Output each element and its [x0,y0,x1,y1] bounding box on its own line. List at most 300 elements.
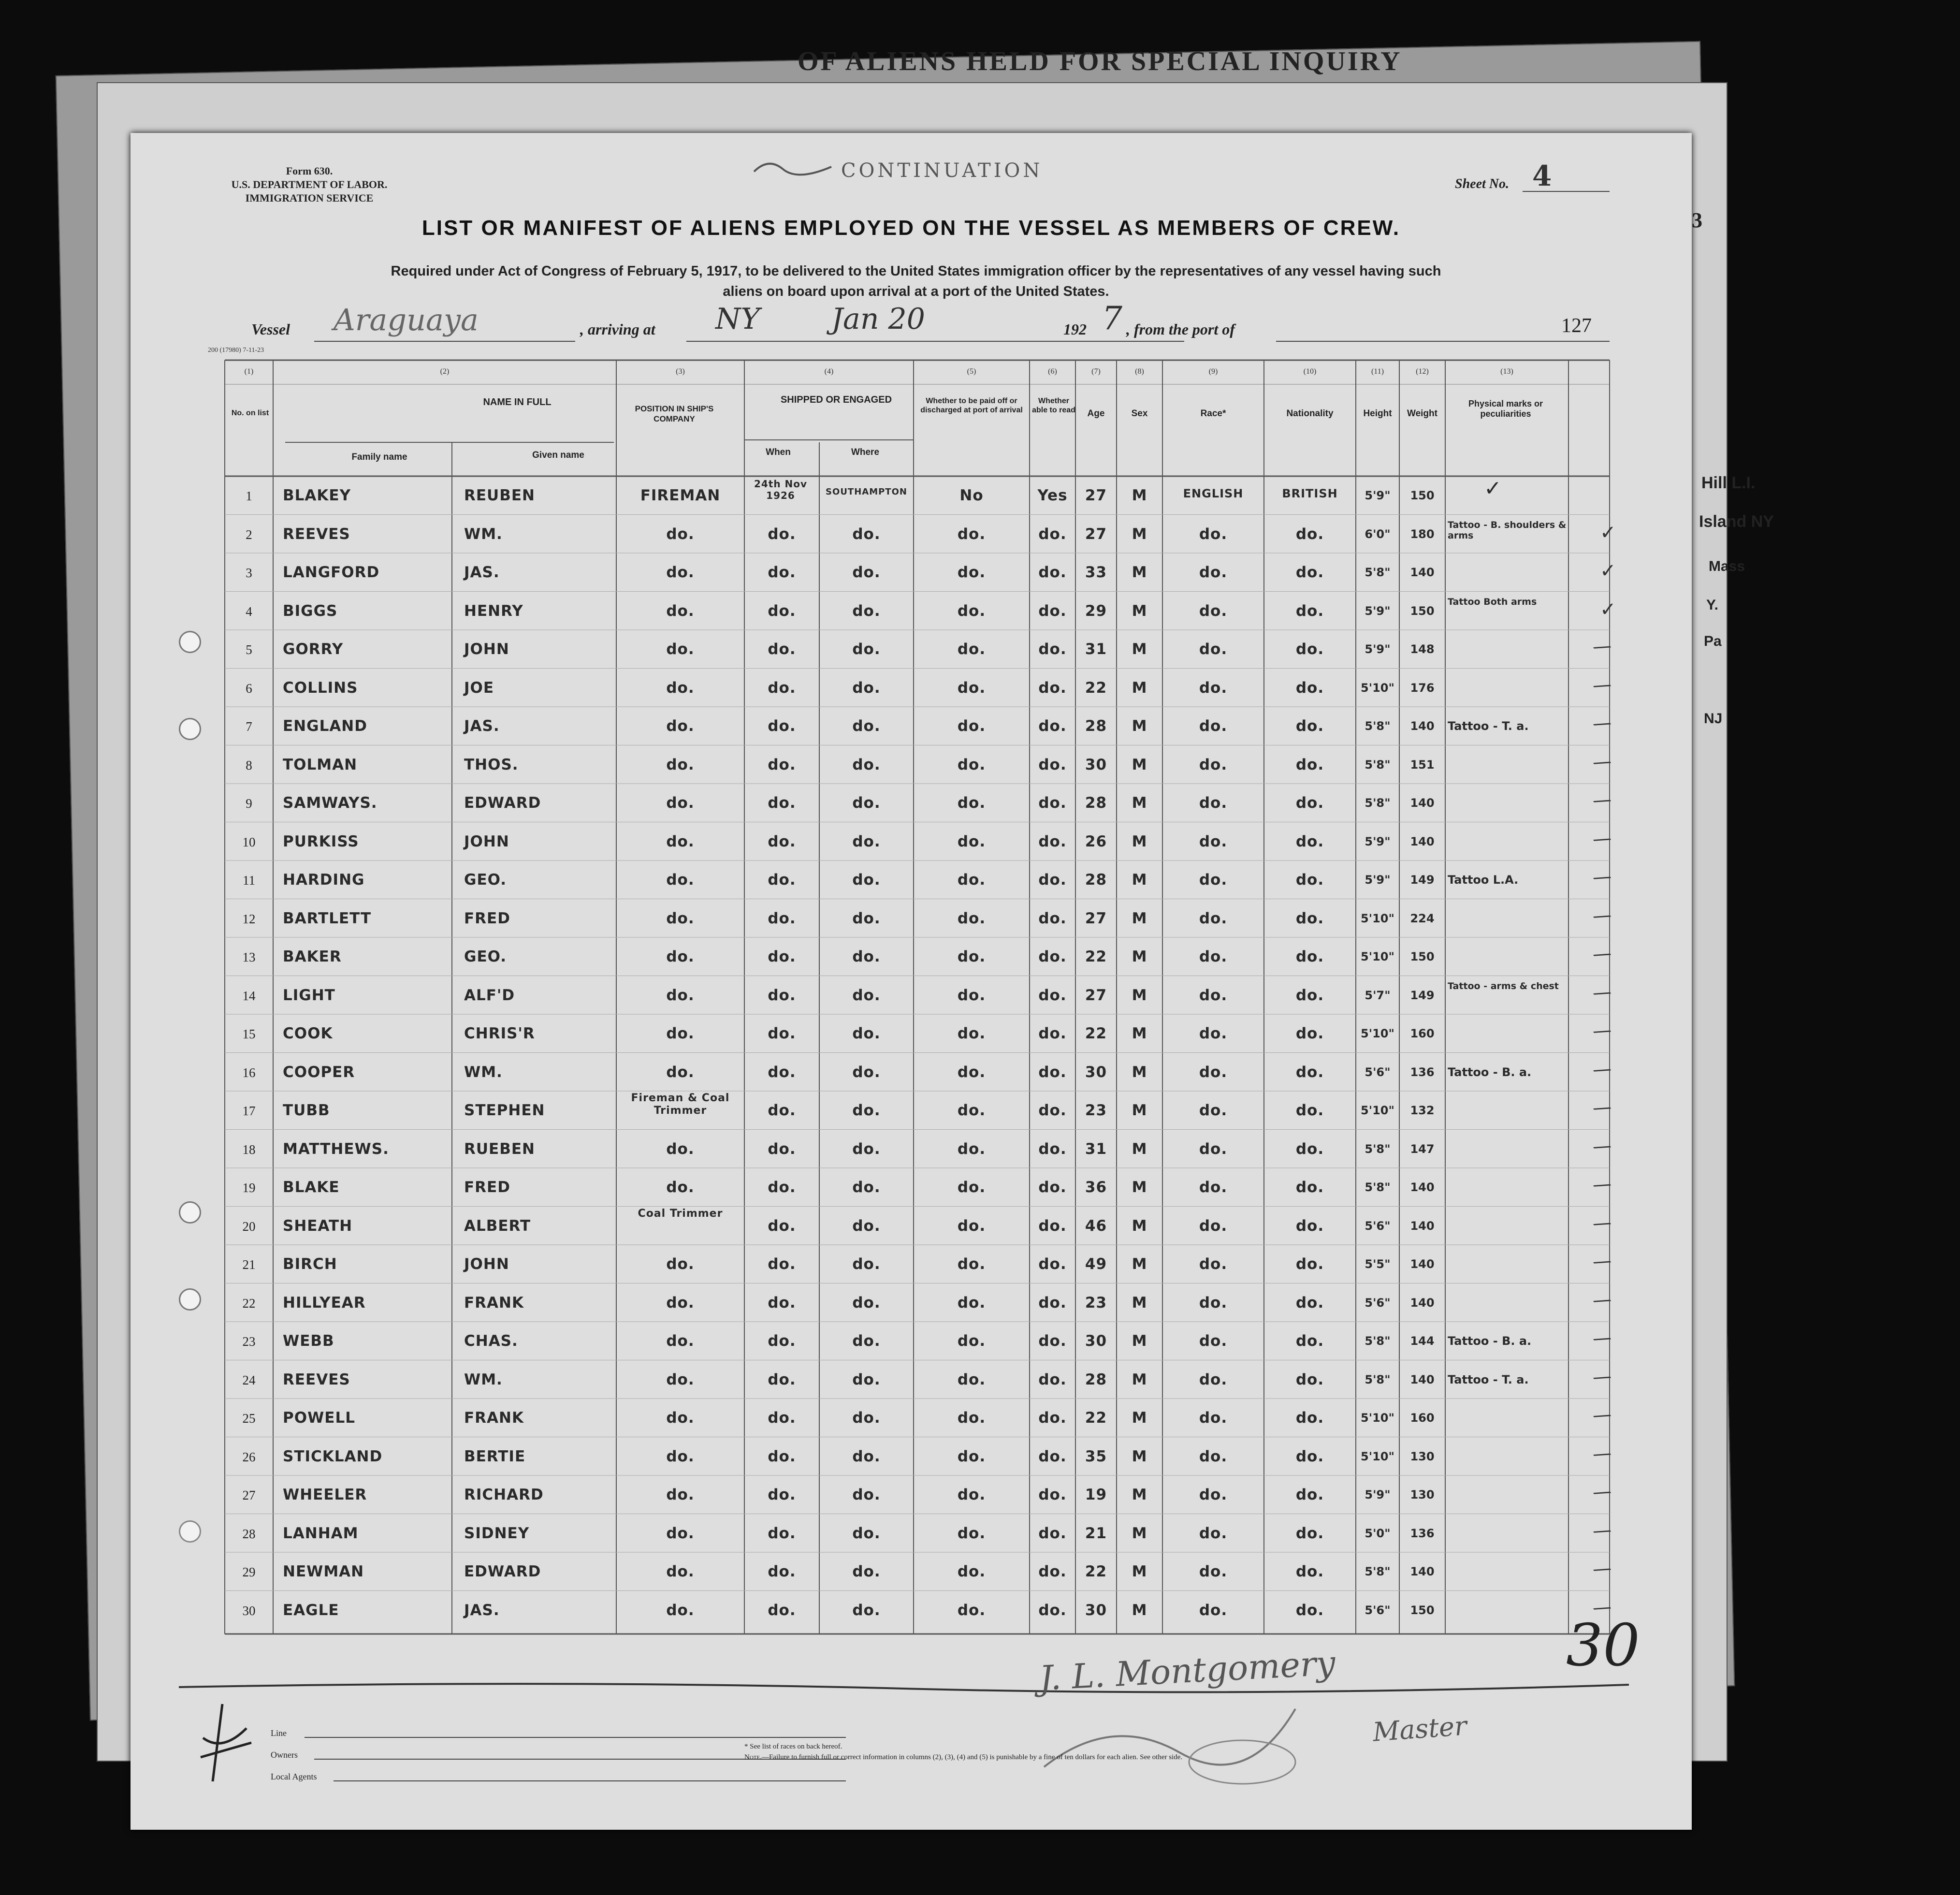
header-physical-marks: Physical marks or peculiarities [1468,399,1543,419]
height-cell: 5'10" [1361,911,1394,925]
nationality-cell: BRITISH [1282,487,1338,500]
table-row [131,1207,1692,1245]
shipped-when-cell: do. [768,1563,796,1580]
age-cell: 28 [1085,717,1107,735]
tally-tick-icon: ⁄ [1591,1139,1612,1155]
row-number-cell: 16 [242,1065,256,1080]
race-cell: do. [1199,679,1228,697]
shipped-where-cell: do. [852,641,881,658]
sex-cell: M [1132,986,1147,1004]
paid-off-cell: do. [957,602,986,620]
sex-cell: M [1132,1217,1147,1235]
physical-marks-cell: ✓ [1484,476,1502,501]
paid-off-cell: do. [957,1370,986,1388]
weight-cell: 149 [1410,873,1435,887]
given-name-cell: JOHN [464,832,509,850]
height-cell: 5'9" [1365,873,1391,887]
table-row [131,553,1692,592]
row-number-cell: 30 [242,1603,256,1618]
column-number: (9) [1208,367,1218,376]
position-cell: do. [666,525,695,543]
shipped-where-cell: do. [852,794,881,812]
tally-tick-icon: ⁄ [1591,678,1612,694]
height-cell: 5'0" [1365,1526,1391,1540]
nationality-cell: do. [1295,1140,1324,1158]
total-count: 30 [1566,1612,1640,1679]
family-name-cell: BAKER [283,948,342,965]
paid-off-cell: do. [957,756,986,773]
age-cell: 22 [1085,1563,1107,1580]
given-name-cell: FRANK [464,1409,524,1427]
given-name-cell: ALF'D [464,986,515,1004]
sex-cell: M [1132,1486,1147,1503]
tally-tick-icon: ⁄ [1591,755,1612,771]
height-cell: 5'10" [1361,1027,1394,1040]
paid-off-cell: do. [957,1179,986,1196]
column-number: (4) [824,367,834,376]
family-name-cell: SAMWAYS. [283,794,377,812]
table-row [131,1283,1692,1322]
family-name-cell: HILLYEAR [283,1294,366,1312]
vessel-line [314,341,575,342]
family-name-cell: COOK [283,1025,333,1042]
paid-off-cell: do. [957,641,986,658]
column-number: (8) [1135,367,1144,376]
able-to-read-cell: do. [1038,1601,1067,1619]
able-to-read-cell: do. [1038,1370,1067,1388]
sex-cell: M [1132,794,1147,812]
race-cell: do. [1199,1447,1228,1465]
table-row [131,1475,1692,1514]
table-row [131,669,1692,707]
age-cell: 22 [1085,679,1107,697]
height-cell: 5'6" [1365,1603,1391,1617]
age-cell: 22 [1085,1409,1107,1427]
page-title: LIST OR MANIFEST OF ALIENS EMPLOYED ON THE VESSEL AS MEMBERS OF CREW. [421,216,1401,240]
shipped-where-cell: do. [852,525,881,543]
age-cell: 28 [1085,1370,1107,1388]
closing-rule [179,1675,1629,1704]
header-age: Age [1087,408,1105,419]
given-name-cell: JOHN [464,1255,509,1273]
age-cell: 29 [1085,602,1107,620]
note-text: —Failure to furnish full or correct information in columns (2), (3), (4) and (5) is punishable by a fine of ten dollars for each alien. See other side. [761,1753,1183,1761]
sex-cell: M [1132,1524,1147,1542]
tally-tick-icon: ⁄ [1591,1255,1612,1270]
nationality-cell: do. [1295,1601,1324,1619]
table-row [131,1091,1692,1130]
shipped-where-cell: do. [852,1486,881,1503]
sex-cell: M [1132,948,1147,965]
given-name-cell: THOS. [464,756,519,773]
column-number: (13) [1500,367,1513,376]
row-number-cell: 2 [246,527,252,542]
family-name-cell: PURKISS [283,832,359,850]
age-cell: 26 [1085,832,1107,850]
shipped-when-cell: do. [768,794,796,812]
row-number-cell: 17 [242,1104,256,1118]
weight-cell: 149 [1410,988,1435,1002]
nationality-cell: do. [1295,1179,1324,1196]
physical-marks-cell: Tattoo - B. a. [1448,1065,1532,1079]
able-to-read-cell: do. [1038,1063,1067,1081]
nationality-cell: do. [1295,525,1324,543]
shipped-where-cell: do. [852,679,881,697]
table-row [131,476,1692,515]
weight-cell: 140 [1410,1372,1435,1386]
position-cell: do. [666,832,695,850]
underlying-fragment: Mass [1709,558,1745,574]
shipped-when-cell: do. [768,1409,796,1427]
paid-off-cell: do. [957,1140,986,1158]
paid-off-cell: do. [957,794,986,812]
shipped-where-cell: do. [852,832,881,850]
given-name-cell: JOHN [464,641,509,658]
year-suffix: 7 [1102,300,1122,337]
race-cell: do. [1199,1563,1228,1580]
weight-cell: 140 [1410,1219,1435,1233]
position-cell: do. [666,756,695,773]
arriving-label: , arriving at [580,321,655,338]
line-label: Line [271,1728,287,1738]
nationality-cell: do. [1295,602,1324,620]
tally-tick-icon: ⁄ [1591,1562,1612,1578]
given-name-cell: ALBERT [464,1217,531,1235]
continuation-flourish [749,152,836,181]
nationality-cell: do. [1295,1409,1324,1427]
underlying-fragment: Y. [1706,597,1719,613]
position-cell: do. [666,1409,695,1427]
row-number-cell: 7 [246,719,252,734]
position-cell: do. [666,1140,695,1158]
nationality-cell: do. [1295,1025,1324,1042]
shipped-where-cell: do. [852,1294,881,1312]
tally-tick-icon: ⁄ [1591,832,1612,848]
given-name-cell: GEO. [464,948,507,965]
shipped-where-cell: do. [852,1409,881,1427]
sex-cell: M [1132,602,1147,620]
shipped-when-cell: do. [768,909,796,927]
height-cell: 5'9" [1365,604,1391,618]
age-cell: 21 [1085,1524,1107,1542]
race-cell: do. [1199,986,1228,1004]
row-number-cell: 3 [246,566,252,580]
age-cell: 36 [1085,1179,1107,1196]
family-name-cell: MATTHEWS. [283,1140,389,1158]
tally-tick-icon: ⁄ [1591,640,1612,656]
table-row [131,1591,1692,1630]
given-name-cell: RICHARD [464,1486,544,1503]
tally-tick-icon: ✓ [1600,560,1616,582]
physical-marks-cell: Tattoo - T. a. [1448,1372,1529,1386]
weight-cell: 140 [1410,1257,1435,1271]
table-row [131,1360,1692,1399]
position-cell: Fireman & Coal Trimmer [631,1092,730,1117]
shipped-when-cell: do. [768,948,796,965]
given-name-cell: WM. [464,1370,503,1388]
nationality-cell: do. [1295,1563,1324,1580]
race-cell: do. [1199,756,1228,773]
family-name-cell: BIGGS [283,602,338,620]
header-no-on-list: No. on list [231,409,269,417]
position-cell: do. [666,1332,695,1350]
shipped-where-cell: do. [852,1025,881,1042]
nationality-cell: do. [1295,1370,1324,1388]
age-cell: 30 [1085,1063,1107,1081]
year-prefix: 192 [1063,321,1087,338]
table-row [131,976,1692,1015]
row-number-cell: 6 [246,681,252,696]
shipped-when-cell: do. [768,1025,796,1042]
able-to-read-cell: do. [1038,1217,1067,1235]
sex-cell: M [1132,679,1147,697]
age-cell: 27 [1085,986,1107,1004]
row-number-cell: 8 [246,758,252,773]
weight-cell: 147 [1410,1142,1435,1156]
given-name-cell: FRANK [464,1294,524,1312]
tally-tick-icon: ⁄ [1591,1101,1612,1117]
tally-tick-icon: ⁄ [1591,1178,1612,1194]
shipped-where-cell: do. [852,1217,881,1235]
underlying-fragment: Island NY [1699,512,1774,531]
paid-off-cell: do. [957,1025,986,1042]
row-number-cell: 22 [242,1296,256,1311]
paid-off-cell: do. [957,1332,986,1350]
position-cell: FIREMAN [640,487,721,504]
row-number-cell: 5 [246,642,252,657]
column-number: (5) [967,367,976,376]
race-cell: do. [1199,1179,1228,1196]
shipped-when-cell: do. [768,1601,796,1619]
paid-off-cell: do. [957,1486,986,1503]
height-cell: 5'10" [1361,950,1394,963]
weight-cell: 136 [1410,1065,1435,1079]
race-cell: do. [1199,525,1228,543]
age-cell: 27 [1085,909,1107,927]
height-cell: 5'8" [1365,1181,1391,1194]
age-cell: 23 [1085,1294,1107,1312]
shipped-when-cell: do. [768,717,796,735]
sheet-number-value: 4 [1532,160,1552,192]
race-cell: do. [1199,1294,1228,1312]
age-cell: 35 [1085,1447,1107,1465]
weight-cell: 144 [1410,1334,1435,1348]
from-port-label: , from the port of [1126,321,1235,338]
able-to-read-cell: do. [1038,756,1067,773]
family-name-cell: BLAKE [283,1179,340,1196]
paid-off-cell: do. [957,679,986,697]
race-cell: do. [1199,602,1228,620]
position-cell: do. [666,1447,695,1465]
tally-tick-icon: ⁄ [1591,986,1612,1002]
nationality-cell: do. [1295,1486,1324,1503]
paid-off-cell: do. [957,1563,986,1580]
able-to-read-cell: do. [1038,948,1067,965]
shipped-where-cell: do. [852,948,881,965]
position-cell: do. [666,1524,695,1542]
column-number: (2) [440,367,450,376]
row-number-cell: 9 [246,796,252,811]
age-cell: 30 [1085,756,1107,773]
form-number: Form 630. [286,165,333,177]
sex-cell: M [1132,1370,1147,1388]
shipped-when-cell: do. [768,1217,796,1235]
master-signature: J. L. Montgomery [1038,1643,1336,1698]
shipped-when-cell: do. [768,1370,796,1388]
column-number: (6) [1048,367,1057,376]
position-cell: do. [666,602,695,620]
family-name-cell: TOLMAN [283,756,358,773]
paid-off-cell: do. [957,871,986,889]
position-cell: do. [666,679,695,697]
given-name-cell: HENRY [464,602,523,620]
shipped-when-cell: do. [768,871,796,889]
nationality-cell: do. [1295,1255,1324,1273]
height-cell: 5'7" [1365,988,1391,1002]
paid-off-cell: do. [957,832,986,850]
age-cell: 46 [1085,1217,1107,1235]
given-name-cell: WM. [464,525,503,543]
weight-cell: 140 [1410,1181,1435,1194]
weight-cell: 140 [1410,796,1435,810]
height-cell: 5'10" [1361,1449,1394,1463]
underlying-fragment: NJ [1704,711,1723,727]
shipped-when-cell: do. [768,679,796,697]
header-race: Race* [1200,408,1226,419]
arrival-line [686,341,1184,342]
row-number-cell: 23 [242,1334,256,1349]
family-name-cell: HARDING [283,871,365,889]
paid-off-cell: do. [957,525,986,543]
able-to-read-cell: do. [1038,986,1067,1004]
note-label: Note. [744,1753,762,1761]
given-name-cell: JAS. [464,717,500,735]
weight-cell: 148 [1410,642,1435,656]
able-to-read-cell: do. [1038,564,1067,581]
physical-marks-cell: Tattoo L.A. [1448,873,1519,887]
weight-cell: 140 [1410,834,1435,848]
able-to-read-cell: do. [1038,1294,1067,1312]
height-cell: 5'6" [1365,1296,1391,1310]
physical-marks-cell: Tattoo - B. a. [1448,1334,1532,1348]
tally-tick-icon: ⁄ [1591,871,1612,886]
header-when: When [766,447,791,457]
able-to-read-cell: do. [1038,794,1067,812]
shipped-when-cell: do. [768,1140,796,1158]
nationality-cell: do. [1295,756,1324,773]
family-name-cell: TUBB [283,1102,330,1119]
race-cell: do. [1199,1063,1228,1081]
able-to-read-cell: do. [1038,525,1067,543]
sex-cell: M [1132,564,1147,581]
weight-cell: 150 [1410,489,1435,502]
tally-tick-icon: ✓ [1600,598,1616,621]
header-sex: Sex [1131,408,1148,419]
position-cell: do. [666,717,695,735]
column-number: (3) [676,367,685,376]
row-number-cell: 20 [242,1219,256,1234]
shipped-where-cell: do. [852,564,881,581]
weight-cell: 180 [1410,527,1435,541]
sex-cell: M [1132,1025,1147,1042]
age-cell: 28 [1085,871,1107,889]
shipped-where-cell: do. [852,1332,881,1350]
shipped-where-cell: do. [852,1563,881,1580]
given-name-cell: JAS. [464,1601,500,1619]
weight-cell: 160 [1410,1027,1435,1040]
weight-cell: 140 [1410,1296,1435,1310]
tally-tick-icon: ✓ [1600,521,1616,544]
header-name-in-full: NAME IN FULL [483,397,552,408]
weight-cell: 130 [1410,1488,1435,1501]
race-cell: do. [1199,1255,1228,1273]
paid-off-cell: do. [957,1524,986,1542]
shipped-when-cell: 24th Nov 1926 [754,478,808,501]
table-row [131,1014,1692,1053]
row-number-cell: 27 [242,1488,256,1502]
local-agents-label: Local Agents [271,1772,317,1781]
paid-off-cell: do. [957,948,986,965]
nationality-cell: do. [1295,564,1324,581]
able-to-read-cell: do. [1038,717,1067,735]
age-cell: 31 [1085,1140,1107,1158]
height-cell: 5'8" [1365,1565,1391,1578]
header-weight: Weight [1407,408,1437,419]
shipped-where-cell: do. [852,756,881,773]
able-to-read-cell: do. [1038,1563,1067,1580]
given-name-cell: BERTIE [464,1447,526,1465]
row-number-cell: 10 [242,834,256,849]
height-cell: 5'6" [1365,1219,1391,1233]
shipped-where-cell: do. [852,1179,881,1196]
table-row [131,515,1692,554]
header-nationality: Nationality [1286,408,1334,419]
height-cell: 5'6" [1365,1065,1391,1079]
weight-cell: 130 [1410,1449,1435,1463]
given-name-cell: CHRIS'R [464,1025,535,1042]
given-name-cell: STEPHEN [464,1102,545,1119]
age-cell: 23 [1085,1102,1107,1119]
underlying-page-number: 3 [1692,208,1702,232]
race-cell: do. [1199,564,1228,581]
position-cell: do. [666,1063,695,1081]
height-cell: 5'9" [1365,1488,1391,1501]
tally-tick-icon: ⁄ [1591,1024,1612,1040]
sex-cell: M [1132,1409,1147,1427]
sex-cell: M [1132,832,1147,850]
family-name-cell: GORRY [283,641,344,658]
race-cell: do. [1199,794,1228,812]
header-family-name: Family name [351,452,407,462]
family-name-cell: EAGLE [283,1601,339,1619]
family-name-cell: LIGHT [283,986,335,1004]
weight-cell: 140 [1410,1565,1435,1578]
shipped-where-cell: do. [852,1370,881,1388]
row-number-cell: 13 [242,950,256,964]
table-row [131,1399,1692,1437]
tally-tick-icon: ⁄ [1591,1063,1612,1079]
height-cell: 5'9" [1365,834,1391,848]
shipped-where-cell: do. [852,1524,881,1542]
shipped-when-cell: do. [768,564,796,581]
shipped-where-cell: do. [852,871,881,889]
shipped-when-cell: do. [768,1063,796,1081]
position-cell: do. [666,986,695,1004]
family-name-cell: REEVES [283,525,350,543]
position-cell: do. [666,1370,695,1388]
tally-tick-icon: ⁄ [1591,1601,1612,1617]
position-cell: do. [666,909,695,927]
